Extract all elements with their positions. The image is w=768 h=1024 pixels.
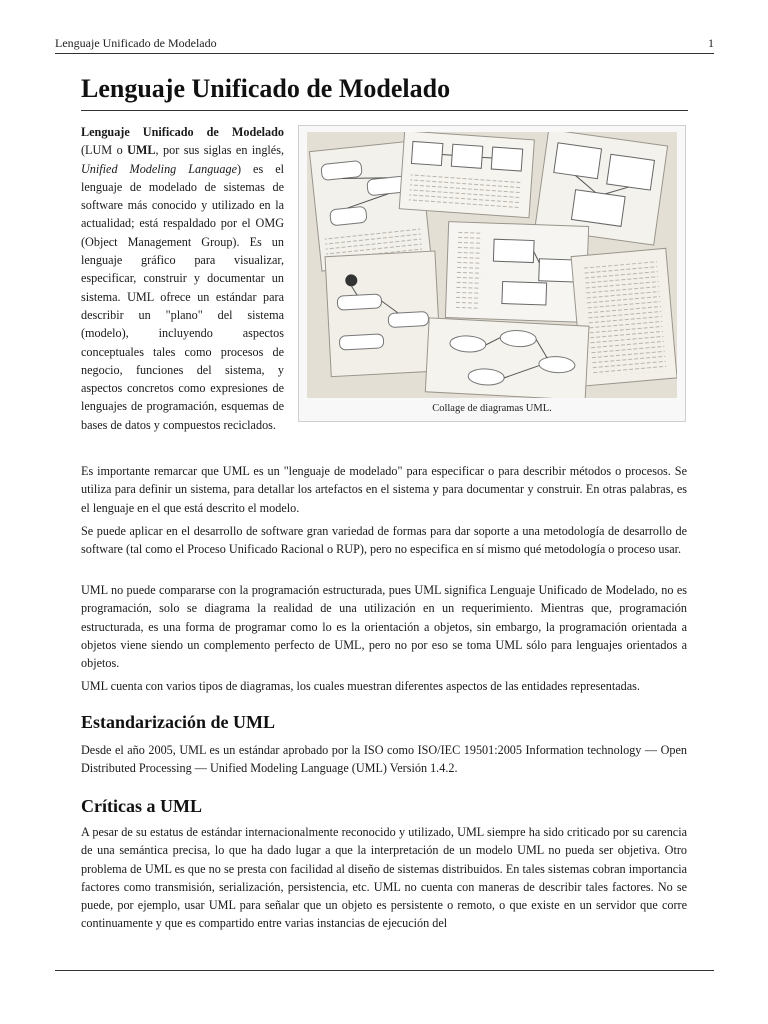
section-heading-criticas: Críticas a UML — [81, 796, 202, 816]
footer-rule — [55, 970, 714, 971]
running-header — [55, 36, 714, 51]
intro-text-2: , por sus siglas en inglés, — [155, 143, 284, 158]
page-title: Lenguaje Unificado de Modelado — [81, 74, 451, 103]
title-rule — [81, 110, 688, 111]
intro-paragraph — [81, 123, 284, 434]
paragraph-4: UML cuenta con varios tipos de diagramas, los cuales muestran diferentes aspectos de las entidades representadas. — [81, 679, 640, 693]
paragraph-3: UML no puede compararse con la programación estructurada, pues UML significa Lenguaje Unificado de Modelado, no es programación, solo se diagrama la realidad de una utilización en un requerimiento. Mientras que, programación estructurada, es una forma de programar como lo es la orientación a objetos, sin embargo, la programación orientada a objetos viene siendo un complemento perfecto de UML, pero no por eso se toma UML sólo para lenguajes orientados a objetos. — [81, 583, 687, 671]
paragraph-1: Es importante remarcar que UML es un "lenguaje de modelado" para especificar o para describir métodos o procesos. Se utiliza para definir un sistema, para detallar los artefactos en el sistema y para documentar y construir. En otras palabras, es el lenguaje en el que está descrito el modelo. — [81, 464, 687, 515]
paragraph-2: Se puede aplicar en el desarrollo de software gran variedad de formas para dar soporte a una metodología de desarrollo de software (tal como el Proceso Unificado Racional o RUP), pero no especifica en sí mismo qué metodología o proceso usar. — [81, 524, 687, 557]
uml-collage-figure — [298, 125, 686, 422]
page-number: 1 — [708, 36, 714, 50]
running-title: Lenguaje Unificado de Modelado — [55, 36, 217, 50]
figure-caption: Collage de diagramas UML. — [432, 403, 552, 414]
intro-text-1: (LUM o — [81, 143, 128, 158]
intro-english-name: Unified Modeling Language — [81, 161, 237, 176]
intro-bold-term: Lenguaje Unificado de Modelado — [81, 125, 284, 139]
section-text-criticas: A pesar de su estatus de estándar internacionalmente reconocido y utilizado, UML siempre ha sido criticado por su carencia de una semántica precisa, lo que ha dado lugar a que la interpretación de un modelo UML no pueda ser objetiva. Otro problema de UML es que no se presta con facilidad al diseño de sistemas distribuidos. En tales sistemas cobran importancia factores como transmisión, serialización, persistencia, etc. UML no cuenta con maneras de describir tales factores. No se puede, por ejemplo, usar UML para señalar que un objeto es persistente o remoto, o que existe en un servidor que corre continuamente y que es compartido entre varias instancias de ejecución del — [81, 825, 687, 931]
uml-collage-image[interactable] — [307, 132, 677, 398]
section-text-estandarizacion: Desde el año 2005, UML es un estándar aprobado por la ISO como ISO/IEC 19501:2005 Information technology — Open Distributed Processing — Unified Modeling Language (UML) Versión 1.4.2. — [81, 743, 687, 776]
section-heading-estandarizacion: Estandarización de UML — [81, 712, 276, 732]
header-rule — [55, 53, 714, 54]
intro-uml-term: UML — [127, 143, 156, 158]
intro-text-3: ) es el lenguaje de modelado de sistemas de software más conocido y utilizado en la actualidad; está respaldado por el OMG (Object Management Group). Es un lenguaje gráfico para visualizar, especificar, construir y documentar un sistema. UML ofrece un estándar para describir un "plano" del sistema (modelo), incluyendo aspectos conceptuales tales como procesos de negocio, funciones del sistema, y aspectos concretos como expresiones de lenguajes de programación, esquemas de bases de datos y compuestos reciclados. — [81, 161, 284, 432]
